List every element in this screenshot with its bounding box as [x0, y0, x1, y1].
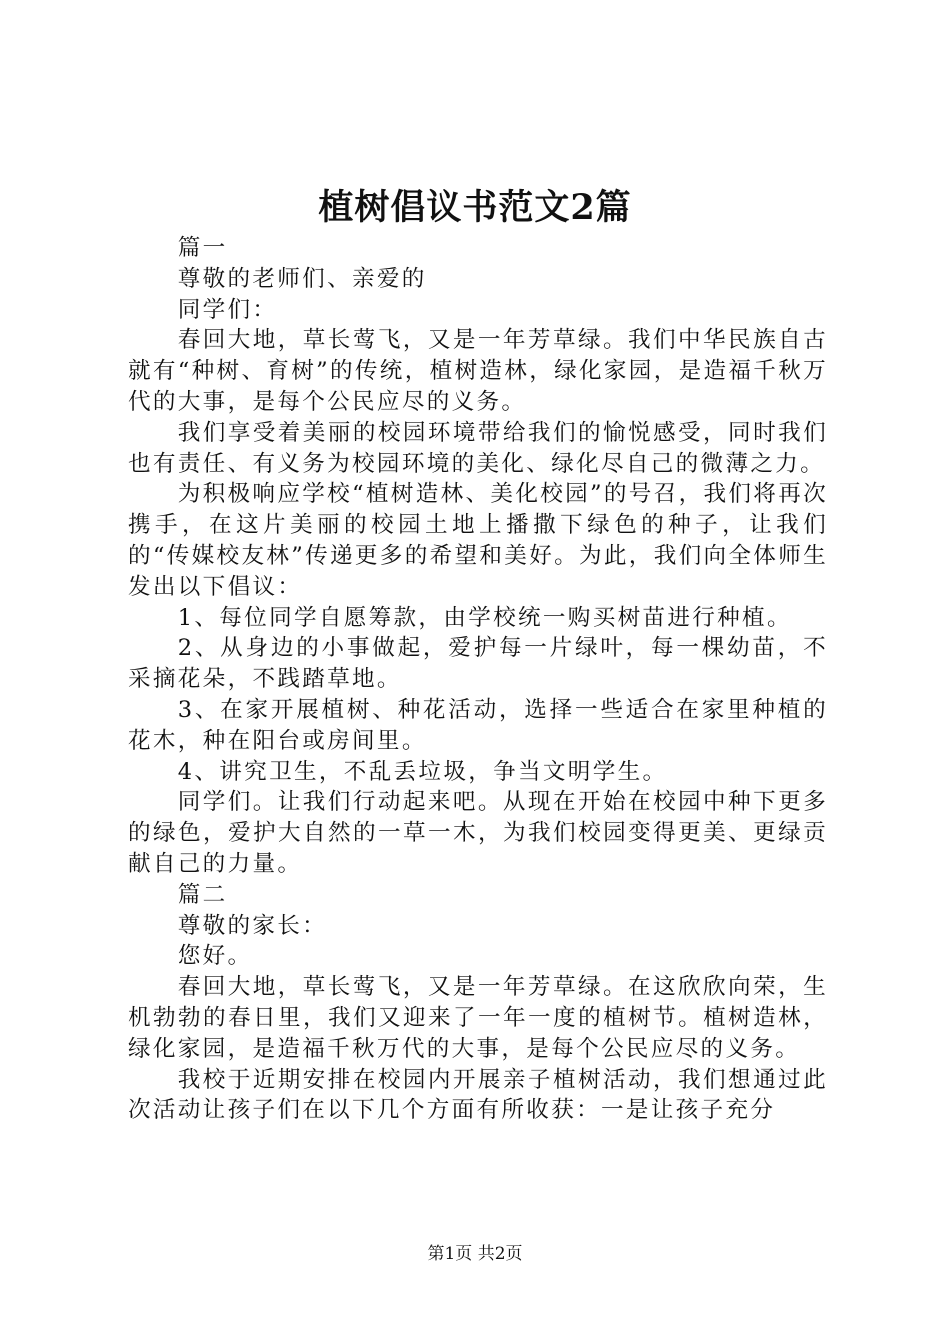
paragraph-section-heading-2: 篇二 — [177, 881, 228, 908]
paragraph-proposal-1: 1、每位同学自愿筹款，由学校统一购买树苗进行种植。 — [177, 604, 792, 631]
paragraph-call: 为积极响应学校“植树造林、美化校园”的号召，我们将再次携手，在这片美丽的校园土地上播撒下绿色的种子，让我们的“传媒校友林”传递更多的希望和美好。为此，我们向全体师生发出以下倡议： — [128, 481, 828, 600]
paragraph-greeting: 您好。 — [177, 943, 253, 970]
paragraph-salutation-cont: 同学们： — [177, 296, 278, 323]
page-footer: 第1页 共2页 — [427, 1244, 523, 1264]
paragraph-closing: 同学们。让我们行动起来吧。从现在开始在校园中种下更多的绿色，爱护大自然的一草一木，为我们校园变得更美、更绿贡献自己的力量。 — [128, 789, 828, 877]
paragraph-proposal-4: 4、讲究卫生，不乱丢垃圾，争当文明学生。 — [177, 758, 668, 785]
paragraph-section-heading-1: 篇一 — [177, 235, 228, 261]
paragraph-proposal-2: 2、从身边的小事做起，爱护每一片绿叶，每一棵幼苗，不采摘花朵，不践踏草地。 — [128, 635, 828, 693]
paragraph-spring: 春回大地，草长莺飞，又是一年芳草绿。在这欣欣向荣，生机勃勃的春日里，我们又迎来了一年一度的植树节。植树造林，绿化家园，是造福千秋万代的大事，是每个公民应尽的义务。 — [128, 974, 828, 1062]
paragraph-salutation-parents: 尊敬的家长： — [177, 912, 328, 939]
paragraph-responsibility: 我们享受着美丽的校园环境带给我们的愉悦感受，同时我们也有责任、有义务为校园环境的美化、绿化尽自己的微薄之力。 — [128, 419, 828, 477]
paragraph-intro: 春回大地，草长莺飞，又是一年芳草绿。我们中华民族自古就有“种树、育树”的传统，植树造林，绿化家园，是造福千秋万代的大事，是每个公民应尽的义务。 — [128, 327, 828, 415]
document-title: 植树倡议书范文2篇 — [318, 187, 632, 228]
document-body — [128, 233, 828, 1126]
paragraph-proposal-3: 3、在家开展植树、种花活动，选择一些适合在家里种植的花木，种在阳台或房间里。 — [128, 696, 828, 754]
paragraph-salutation: 尊敬的老师们、亲爱的 — [177, 265, 427, 292]
paragraph-activity: 我校于近期安排在校园内开展亲子植树活动，我们想通过此次活动让孩子们在以下几个方面有所收获：一是让孩子充分 — [128, 1066, 828, 1124]
